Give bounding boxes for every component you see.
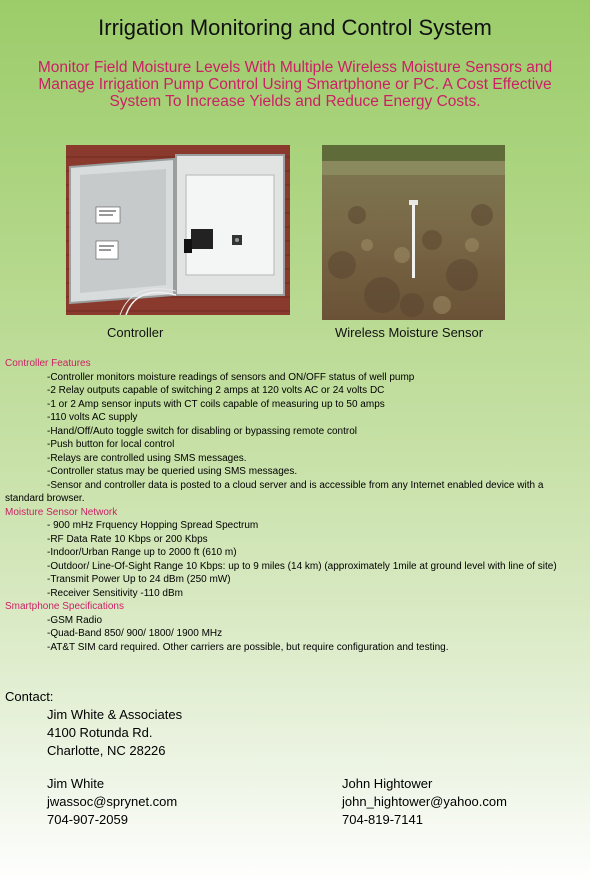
tagline	[10, 59, 580, 110]
list-item: - 900 mHz Frquency Hopping Spread Spectrum	[47, 520, 259, 531]
list-item: -Push button for local control	[47, 439, 175, 450]
company-address	[47, 706, 182, 760]
list-item: -AT&T SIM card required. Other carriers are possible, but require configuration and testing.	[47, 641, 449, 653]
smartphone-specs-heading: Smartphone Specifications	[5, 601, 124, 612]
list-item: -Indoor/Urban Range up to 2000 ft (610 m)	[47, 547, 237, 558]
list-item: -Outdoor/ Line-Of-Sight Range 10 Kbps: up to 9 miles (14 km) (approximately 1mile at ground level with line of site)	[47, 560, 557, 572]
list-item: -Controller status may be queried using SMS messages.	[47, 466, 298, 477]
list-item: -Transmit Power Up to 24 dBm (250 mW)	[47, 574, 231, 585]
specifications	[5, 357, 585, 654]
controller-caption: Controller	[107, 325, 164, 340]
list-item: -GSM Radio	[47, 614, 103, 626]
page-title: Irrigation Monitoring and Control System	[98, 15, 492, 40]
list-item: -1 or 2 Amp sensor inputs with CT coils capable of measuring up to 50 amps	[47, 398, 385, 410]
person-phone: 704-819-7141	[342, 812, 423, 827]
person-name: Jim White	[47, 776, 105, 791]
street-address: 4100 Rotunda Rd.	[47, 725, 153, 740]
city-state-zip: Charlotte, NC 28226	[47, 743, 166, 758]
sensor-photo	[322, 145, 505, 320]
contact-person	[47, 775, 177, 829]
sensor-caption: Wireless Moisture Sensor	[335, 325, 484, 340]
list-item: -RF Data Rate 10 Kbps or 200 Kbps	[47, 533, 208, 545]
company-name: Jim White & Associates	[47, 707, 183, 722]
tagline-line: Manage Irrigation Pump Control Using Smartphone or PC. A Cost Effective	[38, 76, 552, 93]
list-item: -2 Relay outputs capable of switching 2 amps at 120 volts AC or 24 volts DC	[47, 385, 385, 396]
controller-features-heading: Controller Features	[5, 358, 91, 369]
contact-person	[342, 775, 507, 829]
contact-label: Contact:	[5, 689, 54, 704]
tagline-line: System To Increase Yields and Reduce Energy Costs.	[109, 93, 481, 110]
list-item: -Receiver Sensitivity -110 dBm	[47, 587, 183, 599]
list-item: -Sensor and controller data is posted to a cloud server and is accessible from any Internet enabled device with a standard browser.	[5, 479, 544, 504]
list-item: -Relays are controlled using SMS messages.	[47, 452, 247, 464]
controller-photo	[66, 145, 290, 315]
list-item: -Quad-Band 850/ 900/ 1800/ 1900 MHz	[47, 628, 223, 639]
person-name: John Hightower	[342, 776, 433, 791]
list-item: -Hand/Off/Auto toggle switch for disabling or bypassing remote control	[47, 425, 357, 437]
person-email[interactable]: john_hightower@yahoo.com	[342, 794, 507, 809]
list-item: -Controller monitors moisture readings of sensors and ON/OFF status of well pump	[47, 371, 415, 383]
person-phone: 704-907-2059	[47, 812, 128, 827]
sensor-network-heading: Moisture Sensor Network	[5, 506, 118, 518]
tagline-line: Monitor Field Moisture Levels With Multiple Wireless Moisture Sensors and	[37, 59, 553, 76]
person-email[interactable]: jwassoc@sprynet.com	[47, 794, 178, 809]
list-item: -110 volts AC supply	[47, 412, 138, 423]
